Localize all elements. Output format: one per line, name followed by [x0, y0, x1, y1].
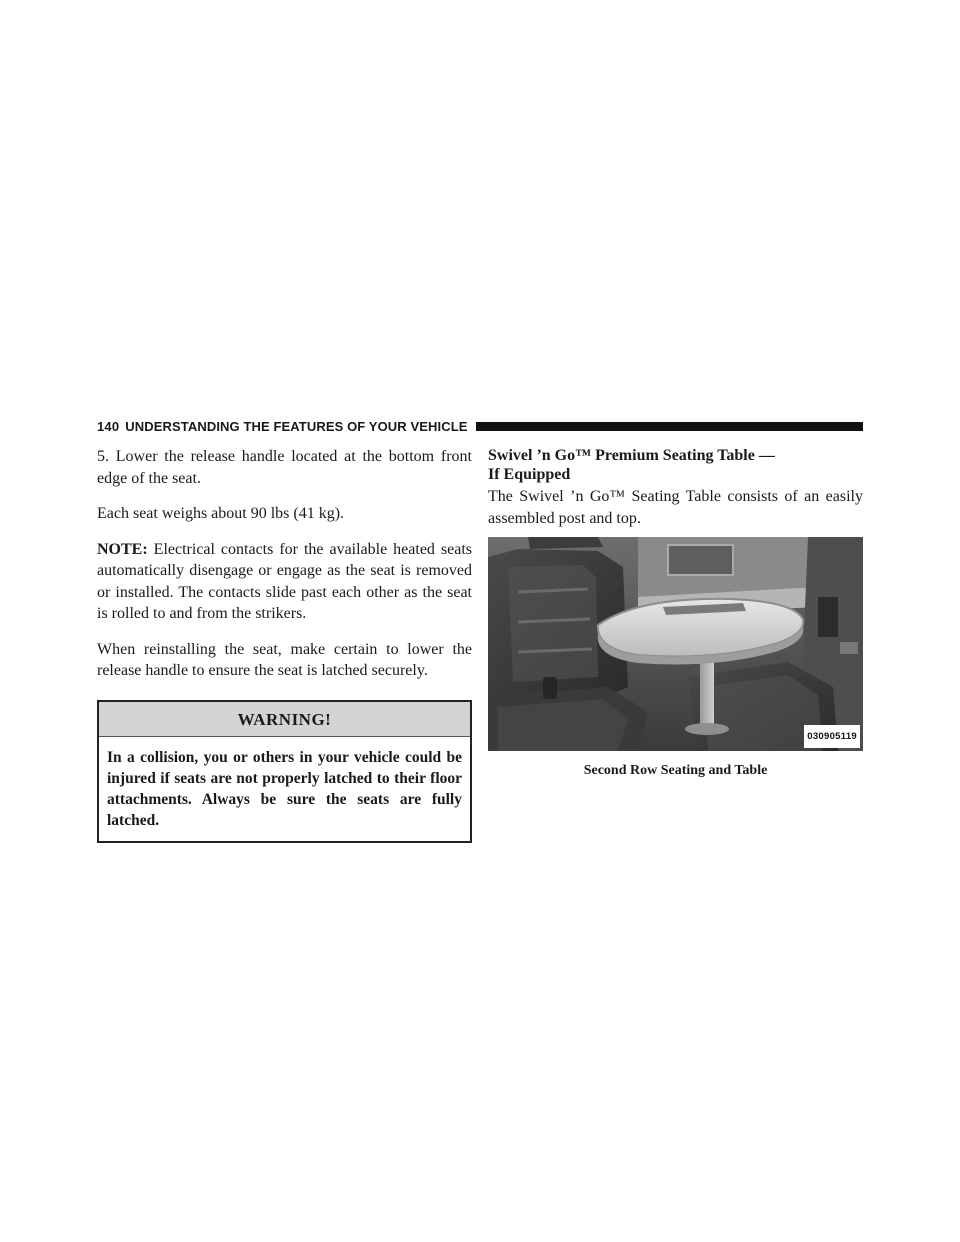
note-paragraph: [97, 539, 472, 625]
figure-caption: Second Row Seating and Table: [583, 763, 768, 778]
section-title: UNDERSTANDING THE FEATURES OF YOUR VEHICLE: [125, 418, 468, 434]
page-number: 140: [97, 418, 120, 434]
right-column: [488, 446, 863, 782]
reinstall-paragraph: When reinstalling the seat, make certain to lower the release handle to ensure the seat is latched securely.: [97, 640, 472, 679]
left-column: [97, 446, 472, 843]
seating-table-photo: [488, 537, 863, 751]
warning-box: [97, 700, 472, 844]
page-header: [97, 416, 863, 436]
warning-body: In a collision, you or others in your vehicle could be injured if seats are not properly latched to their floor attachments. Always be sure the seats are fully latched.: [107, 749, 462, 829]
step-5-paragraph: 5. Lower the release handle located at the bottom front edge of the seat.: [97, 448, 472, 487]
note-label: NOTE:: [97, 540, 148, 558]
note-text: Electrical contacts for the available heated seats automatically disengage or engage as the seat is removed or installed. The contacts slide past each other as the seat is rolled to and from the strikers.: [97, 540, 472, 622]
section-heading-line-1: Swivel ’n Go™ Premium Seating Table —: [488, 447, 775, 464]
seat-weight-paragraph: Each seat weighs about 90 lbs (41 kg).: [97, 505, 345, 522]
section-heading: [488, 446, 863, 484]
image-code: 030905119: [804, 725, 860, 749]
warning-title: WARNING!: [99, 702, 470, 738]
header-rule: [476, 422, 863, 431]
table-description: The Swivel ’n Go™ Seating Table consists of an easily assembled post and top.: [488, 488, 863, 527]
section-heading-line-2: If Equipped: [488, 466, 571, 483]
seating-table-illustration: [488, 537, 863, 751]
